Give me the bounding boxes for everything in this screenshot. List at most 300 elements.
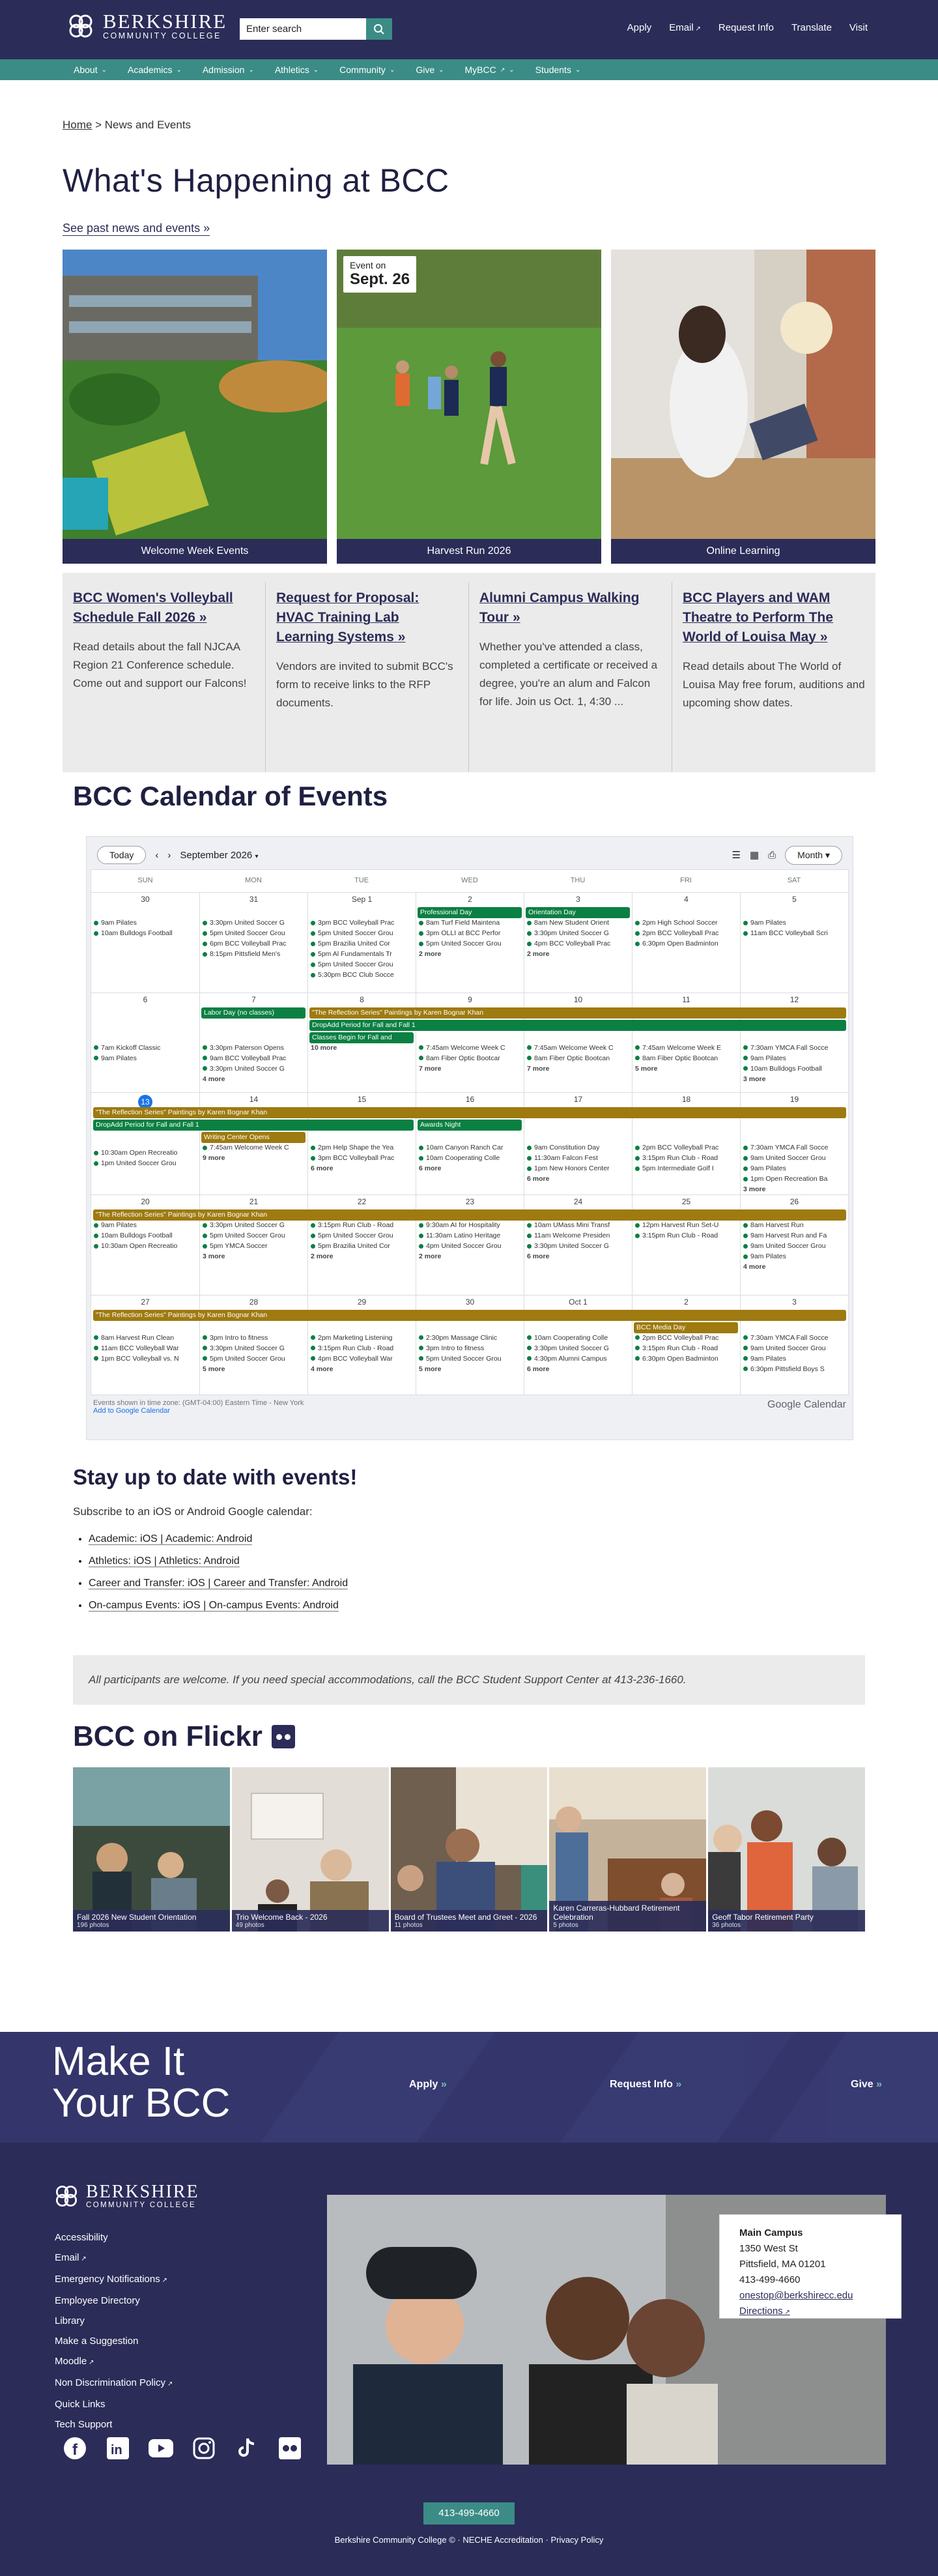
- footer-link[interactable]: Make a Suggestion: [55, 2336, 139, 2347]
- calendar-event[interactable]: 10am Cooperating Colle: [527, 1333, 629, 1343]
- day-number: 22: [357, 1197, 367, 1206]
- more-events-link[interactable]: 5 more: [635, 1064, 658, 1073]
- event-date-badge: [343, 256, 416, 293]
- day-number: 30: [465, 1297, 475, 1307]
- chevron-down-icon: ⌄: [248, 66, 254, 74]
- calendar-event[interactable]: 2:30pm Massage Clinic: [419, 1333, 521, 1343]
- campus-address-1: 1350 West St: [739, 2243, 798, 2254]
- calendar-day[interactable]: [91, 993, 199, 1093]
- footer-link-label: Non Discrimination Policy: [55, 2377, 166, 2388]
- calendar-day[interactable]: [91, 893, 199, 992]
- double-chevron-icon: »: [512, 610, 520, 625]
- more-events-link[interactable]: 3 more: [203, 1252, 225, 1260]
- calendar-event[interactable]: 5pm YMCA Soccer: [203, 1241, 305, 1251]
- more-events-link[interactable]: 9 more: [203, 1154, 225, 1162]
- calendar-day[interactable]: [307, 893, 416, 992]
- feature-harvest-run[interactable]: [337, 250, 601, 564]
- utility-email[interactable]: [669, 22, 701, 33]
- day-events: [200, 916, 307, 959]
- footer-link[interactable]: [55, 2274, 167, 2285]
- footer-link-label: Email: [55, 2252, 79, 2263]
- calendar-event[interactable]: 2pm High School Soccer: [635, 918, 737, 928]
- calendar-event[interactable]: 9am Pilates: [94, 918, 197, 928]
- calendar-event[interactable]: 7:45am Welcome Week C: [527, 1043, 629, 1053]
- flickr-album[interactable]: [73, 1767, 230, 1932]
- calendar-allday-event[interactable]: "The Reflection Series" Paintings by Karen Bognar Khan: [93, 1209, 846, 1221]
- calendar-event[interactable]: 7:30am YMCA Fall Socce: [743, 1142, 846, 1153]
- nav-label: Academics: [127, 65, 173, 75]
- calendar-event[interactable]: 2pm Help Shape the Yea: [311, 1142, 413, 1153]
- card-title-text: BCC Players and WAM Theatre to Perform The World of Louisa May: [683, 590, 834, 644]
- calendar-event[interactable]: 5pm United Soccer Grou: [311, 928, 413, 938]
- calendar-event[interactable]: 3pm Intro to fitness: [419, 1343, 521, 1353]
- calendar-event[interactable]: 4:30pm Alumni Campus: [527, 1353, 629, 1364]
- more-events-link[interactable]: 3 more: [743, 1075, 766, 1083]
- calendar-event[interactable]: 3pm BCC Volleyball Prac: [311, 918, 413, 928]
- more-events-link[interactable]: 2 more: [419, 1252, 442, 1260]
- instagram-icon[interactable]: [192, 2436, 216, 2461]
- album-count: 196 photos: [77, 1922, 109, 1929]
- utility-apply[interactable]: Apply: [627, 22, 652, 33]
- day-number: 17: [573, 1095, 583, 1104]
- day-events: [416, 1041, 524, 1074]
- more-events-link[interactable]: 2 more: [311, 1252, 334, 1260]
- calendar-event[interactable]: 3:30pm United Soccer G: [527, 1343, 629, 1353]
- card-title-text: Alumni Campus Walking Tour: [479, 590, 640, 625]
- footer-link[interactable]: Accessibility: [55, 2232, 108, 2243]
- calendar-event[interactable]: 10:30am Open Recreatio: [94, 1148, 197, 1158]
- accommodations-note: All participants are welcome. If you need special accommodations, call the BCC Student Support Center at 413-236-1660.: [73, 1655, 865, 1705]
- album-count: 11 photos: [394, 1922, 423, 1929]
- calendar-allday-event[interactable]: Awards Night: [418, 1120, 522, 1131]
- calendar-event[interactable]: 6:30pm Pittsfield Boys S: [743, 1364, 846, 1374]
- flickr-album[interactable]: [708, 1767, 865, 1932]
- calendar-event[interactable]: 7:45am Welcome Week E: [635, 1043, 737, 1053]
- search-input[interactable]: Enter search: [240, 18, 366, 40]
- month-title[interactable]: [180, 850, 258, 861]
- past-news-label: See past news and events: [63, 222, 201, 235]
- album-title: Trio Welcome Back - 2026: [235, 1913, 328, 1922]
- stay-heading: Stay up to date with events!: [73, 1465, 358, 1489]
- calendar-event[interactable]: 3:30pm United Soccer G: [203, 918, 305, 928]
- weekday-label: THU: [570, 876, 586, 884]
- calendar-event[interactable]: 11am Welcome Presiden: [527, 1230, 629, 1241]
- calendar-event[interactable]: 5pm United Soccer Grou: [203, 1230, 305, 1241]
- news-card-title[interactable]: [73, 590, 233, 625]
- calendar-event[interactable]: 9am Pilates: [743, 1053, 846, 1064]
- calendar-event[interactable]: 9am Pilates: [743, 918, 846, 928]
- view-select[interactable]: Month ▾: [785, 846, 842, 865]
- chevron-down-icon: ⌄: [101, 66, 107, 74]
- day-number: 3: [792, 1297, 797, 1307]
- calendar-event[interactable]: 7:30am YMCA Fall Socce: [743, 1333, 846, 1343]
- chevron-down-icon: ⌄: [575, 66, 581, 74]
- calendar-event[interactable]: 8am Harvest Run: [743, 1220, 846, 1230]
- cta-title: [52, 2041, 230, 2124]
- day-number: 23: [465, 1197, 475, 1206]
- more-events-link[interactable]: 5 more: [203, 1365, 225, 1373]
- calendar-event[interactable]: 11am BCC Volleyball Scri: [743, 928, 846, 938]
- calendar-event[interactable]: 3:30pm Paterson Opens: [203, 1043, 305, 1053]
- calendar-event[interactable]: 10am Bulldogs Football: [94, 1230, 197, 1241]
- more-events-link[interactable]: 6 more: [527, 1365, 550, 1373]
- calendar-event[interactable]: 11:30am Falcon Fest: [527, 1153, 629, 1163]
- list-item: [89, 1528, 348, 1550]
- calendar-day[interactable]: [740, 893, 848, 992]
- cta-banner: [0, 2032, 938, 2143]
- double-chevron-icon: »: [675, 2079, 682, 2090]
- site-footer: [0, 2143, 938, 2576]
- footer-link[interactable]: [55, 2377, 173, 2388]
- list-item: [89, 1595, 348, 1617]
- add-to-google-link[interactable]: Add to Google Calendar: [93, 1407, 171, 1415]
- calendar-event[interactable]: 2pm BCC Volleyball Prac: [635, 1333, 737, 1343]
- calendar-event[interactable]: 3:30pm United Soccer G: [203, 1220, 305, 1230]
- utility-translate[interactable]: Translate: [791, 22, 832, 33]
- calendar-event[interactable]: 5pm United Soccer Grou: [203, 1353, 305, 1364]
- day-events: [200, 1041, 307, 1084]
- today-button[interactable]: Today: [97, 846, 146, 864]
- search-form: [240, 18, 392, 40]
- calendar-event[interactable]: 6pm BCC Volleyball Prac: [203, 938, 305, 949]
- calendar-event[interactable]: 1pm New Honors Center: [527, 1163, 629, 1174]
- news-card-title[interactable]: [683, 590, 833, 644]
- calendar-event[interactable]: 1pm Open Recreation Ba: [743, 1174, 846, 1184]
- flickr-icon[interactable]: [272, 1725, 295, 1748]
- calendar-event[interactable]: 3:15pm Run Club - Road: [635, 1153, 737, 1163]
- calendar-allday-event[interactable]: BCC Media Day: [634, 1322, 738, 1333]
- more-events-link[interactable]: 2 more: [527, 950, 550, 958]
- calendar-event[interactable]: 10am Cooperating Colle: [419, 1153, 521, 1163]
- footer-link[interactable]: Quick Links: [55, 2399, 106, 2410]
- external-link-icon: ↗: [500, 66, 505, 73]
- calendar-event[interactable]: 9am United Soccer Grou: [743, 1241, 846, 1251]
- day-events: [91, 1219, 199, 1251]
- calendar-heading: BCC Calendar of Events: [73, 781, 388, 811]
- breadcrumb-home[interactable]: Home: [63, 119, 92, 131]
- utility-request-info[interactable]: Request Info: [718, 22, 774, 33]
- calendar-event[interactable]: 7am Kickoff Classic: [94, 1043, 197, 1053]
- calendar-event[interactable]: 9am Pilates: [94, 1053, 197, 1064]
- feature-online-learning[interactable]: [611, 250, 875, 564]
- day-events: [632, 1331, 740, 1364]
- calendar-week: [91, 992, 848, 1093]
- double-chevron-icon: »: [199, 610, 207, 625]
- calendar-allday-event[interactable]: "The Reflection Series" Paintings by Karen Bognar Khan: [309, 1007, 846, 1019]
- more-events-link[interactable]: 7 more: [527, 1064, 550, 1073]
- more-events-link[interactable]: 6 more: [419, 1165, 442, 1172]
- day-number: 29: [357, 1297, 367, 1307]
- day-events: [741, 1041, 848, 1084]
- calendar-allday-event[interactable]: "The Reflection Series" Paintings by Karen Bognar Khan: [93, 1107, 846, 1118]
- day-events: [200, 1331, 307, 1374]
- nav-label: About: [74, 65, 98, 75]
- more-events-link[interactable]: 4 more: [311, 1365, 334, 1373]
- album-label: [391, 1910, 548, 1932]
- calendar-event[interactable]: 11am BCC Volleyball War: [94, 1343, 197, 1353]
- more-events-link[interactable]: 5 more: [419, 1365, 442, 1373]
- badge-date: Sept. 26: [350, 270, 410, 288]
- weekday-label: MON: [245, 876, 262, 884]
- flickr-album[interactable]: [391, 1767, 548, 1932]
- footer-link-label: Emergency Notifications: [55, 2274, 160, 2285]
- calendar-event[interactable]: 5pm United Soccer Grou: [203, 928, 305, 938]
- calendar-event[interactable]: 8am New Student Orient: [527, 918, 629, 928]
- calendar-event[interactable]: 9am Pilates: [94, 1220, 197, 1230]
- calendar-event[interactable]: 3:30pm United Soccer G: [527, 928, 629, 938]
- calendar-event[interactable]: 8am Fiber Optic Bootcan: [527, 1053, 629, 1064]
- college-logo[interactable]: [65, 10, 227, 42]
- day-events: [632, 1041, 740, 1074]
- subscribe-link[interactable]: On-campus Events: iOS | On-campus Events: Android: [89, 1600, 339, 1611]
- calendar-event[interactable]: 6:30pm Open Badminton: [635, 938, 737, 949]
- weekday-label: WED: [461, 876, 478, 884]
- day-events: [91, 1146, 199, 1168]
- news-card-text: Vendors are invited to submit BCC's form to receive links to the RFP documents.: [276, 660, 453, 709]
- day-events: [741, 1331, 848, 1374]
- day-events: [741, 1219, 848, 1272]
- calendar-event[interactable]: 9am Constitution Day: [527, 1142, 629, 1153]
- more-events-link[interactable]: 6 more: [527, 1175, 550, 1183]
- breadcrumb: [63, 119, 191, 132]
- calendar-event[interactable]: 3:15pm Run Club - Road: [311, 1220, 413, 1230]
- weekday-label: SAT: [787, 876, 801, 884]
- feature-caption: Harvest Run 2026: [337, 539, 601, 564]
- main-nav: [0, 59, 938, 80]
- search-icon: [373, 23, 385, 35]
- calendar-event[interactable]: 6:30pm Open Badminton: [635, 1353, 737, 1364]
- more-events-link[interactable]: 3 more: [743, 1185, 766, 1193]
- calendar-event[interactable]: 12pm Harvest Run Set-U: [635, 1220, 737, 1230]
- day-number: 11: [682, 994, 690, 1004]
- calendar-event[interactable]: 5pm Brazilia United Cor: [311, 938, 413, 949]
- calendar-event[interactable]: 9:30am AI for Hospitality: [419, 1220, 521, 1230]
- nav-students[interactable]: [535, 65, 581, 75]
- utility-nav: [627, 22, 868, 33]
- calendar-event[interactable]: 9am Pilates: [743, 1353, 846, 1364]
- footer-link[interactable]: Employee Directory: [55, 2295, 140, 2306]
- calendar-event[interactable]: 10:30am Open Recreatio: [94, 1241, 197, 1251]
- weekday-header: [91, 870, 848, 892]
- external-link-icon: ↗: [693, 25, 701, 33]
- facebook-icon[interactable]: [63, 2436, 87, 2461]
- search-button[interactable]: [366, 18, 392, 40]
- footer-link[interactable]: [55, 2356, 94, 2367]
- calendar-allday-event[interactable]: Professional Day: [418, 907, 522, 918]
- calendar-event[interactable]: 9am United Soccer Grou: [743, 1153, 846, 1163]
- calendar-event[interactable]: 9am BCC Volleyball Prac: [203, 1053, 305, 1064]
- calendar-allday-event[interactable]: DropAdd Period for Fall and Fall 1: [93, 1120, 414, 1131]
- calendar-event[interactable]: 8am Harvest Run Clean: [94, 1333, 197, 1343]
- cta-give-link[interactable]: [851, 2079, 882, 2091]
- subscribe-link[interactable]: Academic: iOS | Academic: Android: [89, 1533, 253, 1544]
- album-title: Geoff Tabor Retirement Party: [712, 1913, 814, 1922]
- day-number: 14: [249, 1095, 259, 1104]
- day-number: 5: [792, 895, 797, 904]
- nav-admission[interactable]: [203, 65, 254, 75]
- calendar-icon[interactable]: ▦: [749, 850, 760, 861]
- more-events-link[interactable]: 10 more: [311, 1043, 337, 1052]
- prev-month-icon[interactable]: ‹: [155, 849, 159, 861]
- calendar-event[interactable]: 5pm Al Fundamentals Tr: [311, 949, 413, 959]
- calendar-event[interactable]: 9am Harvest Run and Fa: [743, 1230, 846, 1241]
- calendar-day[interactable]: [632, 893, 740, 992]
- calendar-event[interactable]: 3:15pm Run Club - Road: [311, 1343, 413, 1353]
- calendar-event[interactable]: 4pm United Soccer Grou: [419, 1241, 521, 1251]
- calendar-event[interactable]: 3pm OLLI at BCC Perfor: [419, 928, 521, 938]
- feature-caption: Welcome Week Events: [63, 539, 327, 564]
- campus-info-card: [719, 2214, 902, 2319]
- nav-mybcc[interactable]: [465, 65, 515, 75]
- calendar-event[interactable]: 11:30am Latino Heritage: [419, 1230, 521, 1241]
- calendar-event[interactable]: 3:15pm Run Club - Road: [635, 1343, 737, 1353]
- print-icon[interactable]: ⎙: [768, 849, 776, 861]
- news-card-title[interactable]: [276, 590, 419, 644]
- calendar-event[interactable]: 9am Pilates: [743, 1163, 846, 1174]
- subscribe-link[interactable]: Athletics: iOS | Athletics: Android: [89, 1556, 240, 1567]
- calendar-event[interactable]: 8am Fiber Optic Bootcan: [635, 1053, 737, 1064]
- flickr-heading-text: BCC on Flickr: [73, 1720, 263, 1752]
- calendar-allday-event[interactable]: "The Reflection Series" Paintings by Karen Bognar Khan: [93, 1310, 846, 1321]
- agenda-icon[interactable]: ☰: [732, 850, 741, 861]
- day-events: [308, 1141, 416, 1174]
- flickr-album[interactable]: [549, 1767, 706, 1932]
- more-events-link[interactable]: 7 more: [419, 1064, 442, 1073]
- calendar-allday-event[interactable]: Labor Day (no classes): [201, 1007, 306, 1019]
- chevron-down-icon: ⌄: [509, 66, 515, 74]
- directions-link[interactable]: [739, 2306, 790, 2317]
- footer-link[interactable]: Tech Support: [55, 2419, 113, 2430]
- calendar-event[interactable]: 7:30am YMCA Fall Socce: [743, 1043, 846, 1053]
- calendar-event[interactable]: 2pm BCC Volleyball Prac: [635, 928, 737, 938]
- footer-logo[interactable]: [52, 2182, 199, 2210]
- caret-down-icon: ▾: [255, 852, 259, 860]
- more-events-link[interactable]: 4 more: [743, 1263, 766, 1271]
- calendar-event[interactable]: 10am Bulldogs Football: [743, 1064, 846, 1074]
- day-events: [416, 1219, 524, 1262]
- more-events-link[interactable]: 2 more: [419, 950, 442, 958]
- news-card-text: Whether you've attended a class, completed a certificate or received a degree, you're an alum and Falcon for life. Join us Oct. 1, 4:30 ...: [479, 641, 658, 708]
- calendar-event[interactable]: 3pm BCC Volleyball Prac: [311, 1153, 413, 1163]
- nav-label: MyBCC: [464, 65, 496, 75]
- calendar-event[interactable]: 4pm BCC Volleyball War: [311, 1353, 413, 1364]
- calendar-event[interactable]: 5pm United Soccer Grou: [311, 1230, 413, 1241]
- more-events-link[interactable]: 4 more: [203, 1075, 225, 1083]
- past-news-link[interactable]: [63, 222, 210, 236]
- day-number: 21: [249, 1197, 259, 1206]
- nav-academics[interactable]: [128, 65, 182, 75]
- calendar-event[interactable]: 7:45am Welcome Week C: [203, 1142, 305, 1153]
- breadcrumb-separator: >: [95, 119, 102, 131]
- calendar-event[interactable]: 5pm United Soccer Grou: [419, 1353, 521, 1364]
- calendar-week: [91, 1092, 848, 1194]
- calendar-event[interactable]: 10am Bulldogs Football: [94, 928, 197, 938]
- calendar-event[interactable]: 4pm BCC Volleyball Prac: [527, 938, 629, 949]
- calendar-event[interactable]: 3pm Intro to fitness: [203, 1333, 305, 1343]
- double-chevron-icon: »: [440, 2079, 447, 2090]
- day-number: 3: [576, 895, 580, 904]
- calendar-event[interactable]: 8:15pm Pittsfield Men's: [203, 949, 305, 959]
- calendar-event[interactable]: 9am United Soccer Grou: [743, 1343, 846, 1353]
- calendar-allday-event[interactable]: DropAdd Period for Fall and Fall 1: [309, 1020, 846, 1031]
- calendar-allday-event[interactable]: Writing Center Opens: [201, 1132, 306, 1143]
- calendar-event[interactable]: 10am Canyon Ranch Car: [419, 1142, 521, 1153]
- day-events: [524, 1141, 632, 1184]
- flickr-album[interactable]: [232, 1767, 389, 1932]
- feature-welcome-week[interactable]: [63, 250, 327, 564]
- next-month-icon[interactable]: ›: [167, 849, 171, 861]
- calendar-allday-event[interactable]: Classes Begin for Fall and: [309, 1032, 414, 1043]
- calendar-event[interactable]: 2pm BCC Volleyball Prac: [635, 1142, 737, 1153]
- nav-athletics[interactable]: [275, 65, 319, 75]
- calendar-event[interactable]: 1pm BCC Volleyball vs. N: [94, 1353, 197, 1364]
- calendar-event[interactable]: 2pm Marketing Listening: [311, 1333, 413, 1343]
- social-links: [63, 2436, 302, 2461]
- calendar-event[interactable]: 5pm Intermediate Golf I: [635, 1163, 737, 1174]
- calendar-event[interactable]: 10am UMass Mini Transf: [527, 1220, 629, 1230]
- calendar-event[interactable]: 8am Turf Field Maintena: [419, 918, 521, 928]
- news-card-title[interactable]: [479, 590, 639, 625]
- calendar-event[interactable]: 7:45am Welcome Week C: [419, 1043, 521, 1053]
- flickr-heading: [73, 1720, 295, 1753]
- calendar-event[interactable]: 8am Fiber Optic Bootcar: [419, 1053, 521, 1064]
- cta-title-line1: Make It: [52, 2039, 185, 2084]
- double-chevron-icon: »: [819, 630, 828, 644]
- news-card: [469, 582, 672, 772]
- calendar-event[interactable]: 9am Pilates: [743, 1251, 846, 1262]
- more-events-link[interactable]: 6 more: [311, 1165, 334, 1172]
- footer-phone-button[interactable]: 413-499-4660: [423, 2502, 515, 2525]
- day-number: 18: [681, 1095, 691, 1104]
- nav-about[interactable]: [74, 65, 107, 75]
- subscribe-link[interactable]: Career and Transfer: iOS | Career and Transfer: Android: [89, 1578, 348, 1589]
- campus-email[interactable]: onestop@berkshirecc.edu: [739, 2290, 853, 2301]
- footer-link[interactable]: Library: [55, 2315, 85, 2326]
- footer-link[interactable]: [55, 2252, 87, 2263]
- linkedin-icon[interactable]: [106, 2436, 130, 2461]
- day-number: 12: [789, 994, 799, 1004]
- cta-request-info-link[interactable]: [610, 2079, 681, 2091]
- calendar-event[interactable]: 3:15pm Run Club - Road: [635, 1230, 737, 1241]
- calendar-event[interactable]: 3:30pm United Soccer G: [203, 1343, 305, 1353]
- calendar-week: [91, 1295, 848, 1395]
- events-calendar: [86, 836, 853, 1440]
- calendar-day[interactable]: [199, 893, 307, 992]
- cta-apply-link[interactable]: [409, 2079, 447, 2091]
- nav-community[interactable]: [339, 65, 395, 75]
- calendar-allday-event[interactable]: Orientation Day: [526, 907, 630, 918]
- calendar-event[interactable]: 5pm Brazilia United Cor: [311, 1241, 413, 1251]
- calendar-event[interactable]: 3:30pm United Soccer G: [203, 1064, 305, 1074]
- nav-give[interactable]: [416, 65, 444, 75]
- calendar-event[interactable]: 5pm United Soccer Grou: [419, 938, 521, 949]
- calendar-event[interactable]: 1pm United Soccer Grou: [94, 1158, 197, 1168]
- calendar-event[interactable]: 5:30pm BCC Club Socce: [311, 970, 413, 980]
- day-number: 27: [141, 1297, 150, 1307]
- youtube-icon[interactable]: [149, 2436, 173, 2461]
- flickr-icon[interactable]: [277, 2436, 302, 2461]
- tiktok-icon[interactable]: [234, 2436, 259, 2461]
- calendar-event[interactable]: 5pm United Soccer Grou: [311, 959, 413, 970]
- google-calendar-logo[interactable]: Google Calendar: [767, 1399, 846, 1410]
- svg-text:in: in: [111, 2443, 122, 2457]
- nav-label: Athletics: [274, 65, 309, 75]
- campus-phone[interactable]: 413-499-4660: [739, 2274, 801, 2285]
- day-number: 10: [573, 994, 583, 1004]
- more-events-link[interactable]: 6 more: [527, 1252, 550, 1260]
- calendar-event[interactable]: 3:30pm United Soccer G: [527, 1241, 629, 1251]
- utility-visit[interactable]: Visit: [849, 22, 868, 33]
